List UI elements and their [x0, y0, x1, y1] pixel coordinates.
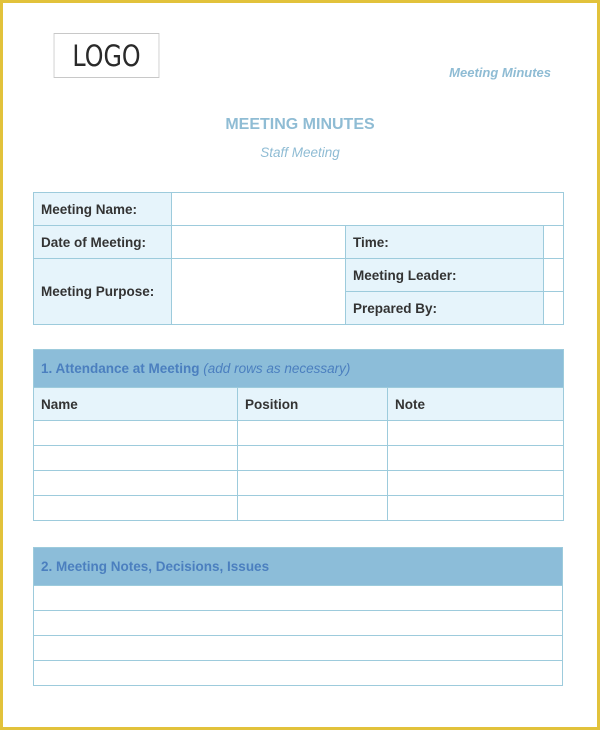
notes-section-header: 2. Meeting Notes, Decisions, Issues: [34, 548, 563, 586]
table-row: [34, 446, 564, 471]
notes-cell[interactable]: [34, 636, 563, 661]
purpose-field[interactable]: [172, 259, 346, 325]
meeting-name-label: Meeting Name:: [34, 193, 172, 226]
attendance-cell[interactable]: [34, 496, 238, 521]
attendance-cell[interactable]: [388, 446, 564, 471]
table-row: [34, 586, 563, 611]
prepared-by-label: Prepared By:: [346, 292, 544, 325]
attendance-cell[interactable]: [388, 421, 564, 446]
column-header-name: Name: [34, 388, 238, 421]
time-label: Time:: [346, 226, 544, 259]
table-row: [34, 421, 564, 446]
column-header-note: Note: [388, 388, 564, 421]
attendance-cell[interactable]: [34, 446, 238, 471]
attendance-cell[interactable]: [34, 421, 238, 446]
leader-label: Meeting Leader:: [346, 259, 544, 292]
page-title: MEETING MINUTES: [225, 116, 375, 133]
attendance-cell[interactable]: [238, 496, 388, 521]
date-label: Date of Meeting:: [34, 226, 172, 259]
table-row: [34, 636, 563, 661]
table-row: [34, 661, 563, 686]
notes-table: [33, 547, 563, 686]
column-header-position: Position: [238, 388, 388, 421]
meeting-info-table: [33, 192, 564, 325]
attendance-note: (add rows as necessary): [203, 361, 351, 376]
time-field[interactable]: [544, 226, 564, 259]
notes-cell[interactable]: [34, 661, 563, 686]
prepared-by-field[interactable]: [544, 292, 564, 325]
attendance-cell[interactable]: [238, 446, 388, 471]
attendance-table: [33, 349, 564, 521]
logo: [54, 33, 160, 78]
table-row: [34, 496, 564, 521]
attendance-section-header: [34, 350, 564, 388]
attendance-cell[interactable]: [388, 496, 564, 521]
notes-cell[interactable]: [34, 611, 563, 636]
leader-field[interactable]: [544, 259, 564, 292]
table-row: [34, 471, 564, 496]
attendance-cell[interactable]: [34, 471, 238, 496]
attendance-cell[interactable]: [238, 471, 388, 496]
meeting-name-field[interactable]: [172, 193, 564, 226]
page-subtitle: Staff Meeting: [260, 145, 340, 160]
table-row: [34, 611, 563, 636]
attendance-cell[interactable]: [388, 471, 564, 496]
logo-text: LOGO: [72, 38, 141, 73]
notes-cell[interactable]: [34, 586, 563, 611]
attendance-cell[interactable]: [238, 421, 388, 446]
corner-title: Meeting Minutes: [449, 65, 551, 80]
date-field[interactable]: [172, 226, 346, 259]
purpose-label: Meeting Purpose:: [34, 259, 172, 325]
attendance-title: 1. Attendance at Meeting: [41, 361, 200, 376]
